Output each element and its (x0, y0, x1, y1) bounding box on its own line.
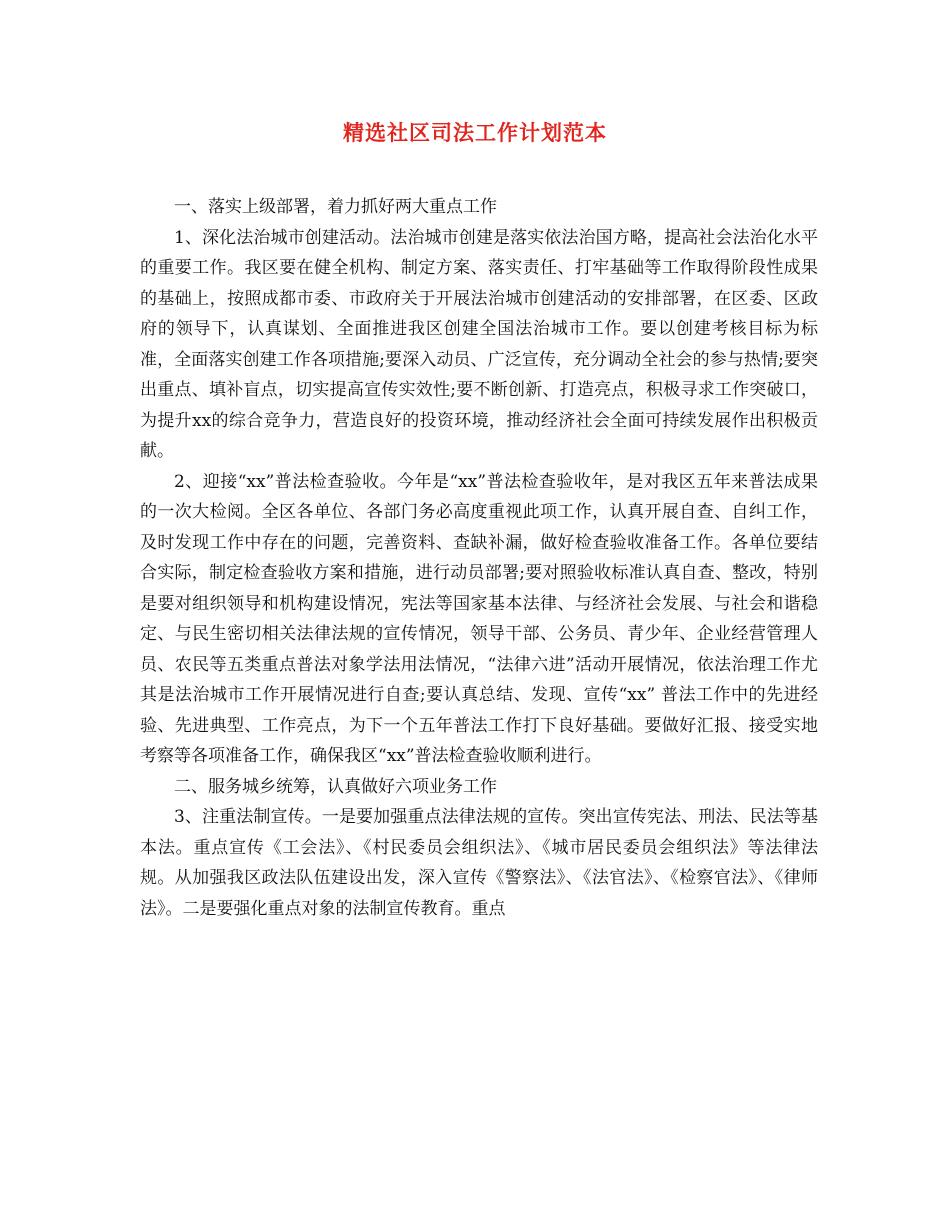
body-paragraph: 2、迎接“xx”普法检查验收。今年是“xx”普法检查验收年，是对我区五年来普法成果的一次大检阅。全区各单位、各部门务必高度重视此项工作，认真开展自查、自纠工作，及时发现工作中存在的问题，完善资料、查缺补漏，做好检查验收准备工作。各单位要结合实际，制定检查验收方案和措施，进行动员部署;要对照验收标准认真自查、整改，特别是要对组织领导和机构建设情况，宪法等国家基本法律、与经济社会发展、与社会和谐稳定、与民生密切相关法律法规的宣传情况，领导干部、公务员、青少年、企业经营管理人员、农民等五类重点普法对象学法用法情况，“法律六进”活动开展情况，依法治理工作尤其是法治城市工作开展情况进行自查;要认真总结、发现、宣传“xx” 普法工作中的先进经验、先进典型、工作亮点，为下一个五年普法工作打下良好基础。要做好汇报、接受实地考察等各项准备工作，确保我区“xx”普法检查验收顺利进行。 (140, 471, 818, 766)
body-paragraph: 1、深化法治城市创建活动。法治城市创建是落实依法治国方略，提高社会法治化水平的重要工作。我区要在健全机构、制定方案、落实责任、打牢基础等工作取得阶段性成果的基础上，按照成都市委、市政府关于开展法治城市创建活动的安排部署，在区委、区政府的领导下，认真谋划、全面推进我区创建全国法治城市工作。要以创建考核目标为标准，全面落实创建工作各项措施;要深入动员、广泛宣传，充分调动全社会的参与热情;要突出重点、填补盲点，切实提高宣传实效性;要不断创新、打造亮点，积极寻求工作突破口，为提升xx的综合竞争力，营造良好的投资环境，推动经济社会全面可持续发展作出积极贡献。 (140, 227, 818, 461)
section-heading: 二、服务城乡统筹，认真做好六项业务工作 (174, 776, 497, 797)
body-paragraph: 3、注重法制宣传。一是要加强重点法律法规的宣传。突出宣传宪法、刑法、民法等基本法。重点宣传《工会法》、《村民委员会组织法》、《城市居民委员会组织法》等法律法规。从加强我区政法队伍建设出发，深入宣传《警察法》、《法官法》、《检察官法》、《律师法》。二是要强化重点对象的法制宣传教育。重点 (140, 807, 818, 919)
document-title: 精选社区司法工作计划范本 (343, 120, 607, 145)
section-heading: 一、落实上级部署，着力抓好两大重点工作 (174, 197, 497, 217)
document-body (140, 192, 818, 924)
